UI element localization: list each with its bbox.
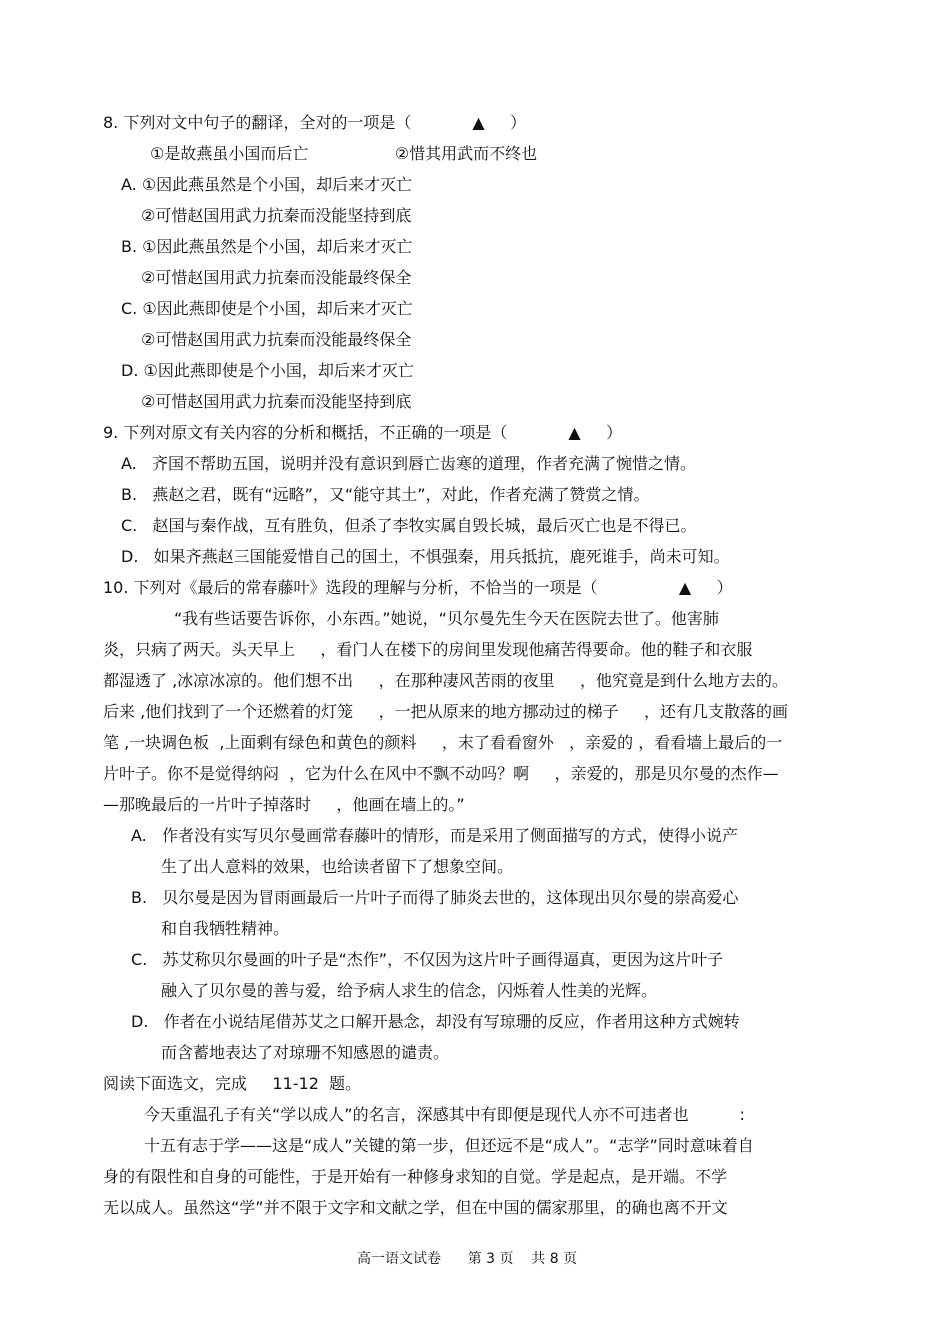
q9-option-b: B. 燕赵之君，既有“远略”，又“能守其土”，对此，作者充满了赞赏之情。 <box>121 485 650 504</box>
q8-stem: 8. 下列对文中句子的翻译，全对的一项是（ ▲ ） <box>103 113 527 132</box>
q8-option-b-line2: ②可惜赵国用武力抗秦而没能最终保全 <box>141 268 412 287</box>
reading-intro: 阅读下面选文，完成 11-12 题。 <box>103 1074 362 1093</box>
q10-option-c-line2: 融入了贝尔曼的善与爱，给予病人求生的信念，闪烁着人性美的光辉。 <box>161 981 658 1000</box>
q10-option-b-line2: 和自我牺牲精神。 <box>161 919 290 938</box>
page-footer: 高一语文试卷 第 3 页 共 8 页 <box>357 1251 578 1267</box>
q10-option-b-line1: B. 贝尔曼是因为冒雨画最后一片叶子而得了肺炎去世的，这体现出贝尔曼的崇高爱心 <box>131 888 739 907</box>
q9-option-c: C. 赵国与秦作战，互有胜负，但杀了李牧实属自毁长城，最后灭亡也是不得已。 <box>121 516 697 535</box>
q10-passage-line: 笔 ,一块调色板 ,上面剩有绿色和黄色的颜料 ，末了看看窗外 ，亲爱的 ，看看墙上最后的一 <box>103 733 783 752</box>
q10-passage-line: “我有些话要告诉你，小东西。”她说，“贝尔曼先生今天在医院去世了。他害肺 <box>174 609 719 628</box>
q10-passage-line: —那晚最后的一片叶子掉落时 ，他画在墙上的。” <box>103 795 465 814</box>
q10-option-d-line1: D. 作者在小说结尾借苏艾之口解开悬念，却没有写琼珊的反应，作者用这种方式婉转 <box>131 1012 740 1031</box>
q8-option-d-line1: D. ①因此燕即使是个小国，却后来才灭亡 <box>121 361 414 380</box>
q8-option-d-line2: ②可惜赵国用武力抗秦而没能坚持到底 <box>141 392 412 411</box>
reading-paragraph-line: 今天重温孔子有关“学以成人”的名言，深感其中有即便是现代人亦不可违者也 : <box>144 1105 745 1124</box>
reading-paragraph-line: 身的有限性和自身的可能性，于是开始有一种修身求知的自觉。学是起点，是开端。不学 <box>103 1167 728 1186</box>
q9-stem: 9. 下列对原文有关内容的分析和概括，不正确的一项是（ ▲ ） <box>103 423 623 442</box>
q10-option-d-line2: 而含蓄地表达了对琼珊不知感恩的谴责。 <box>161 1043 450 1062</box>
q9-option-a: A. 齐国不帮助五国，说明并没有意识到唇亡齿寒的道理，作者充满了惋惜之情。 <box>121 454 697 473</box>
q8-option-a-line2: ②可惜赵国用武力抗秦而没能坚持到底 <box>141 206 412 225</box>
q10-passage-line: 炎，只病了两天。头天早上 ，看门人在楼下的房间里发现他痛苦得要命。他的鞋子和衣服 <box>103 640 753 659</box>
q10-option-c-line1: C. 苏艾称贝尔曼画的叶子是“杰作”，不仅因为这片叶子画得逼真，更因为这片叶子 <box>131 950 724 969</box>
q8-option-a-line1: A. ①因此燕虽然是个小国，却后来才灭亡 <box>121 175 413 194</box>
q10-passage-line: 都湿透了 ,冰凉冰凉的。他们想不出 ，在那种凄风苦雨的夜里 ，他究竟是到什么地方去的。 <box>103 671 789 690</box>
q10-passage-line: 片叶子。你不是觉得纳闷 ，它为什么在风中不飘不动吗？啊 ，亲爱的，那是贝尔曼的杰作— <box>103 764 779 783</box>
q9-option-d: D. 如果齐燕赵三国能爱惜自己的国土，不惧强秦，用兵抵抗，鹿死谁手，尚未可知。 <box>121 547 730 566</box>
reading-paragraph-line: 十五有志于学——这是“成人”关键的第一步，但还远不是“成人”。“志学”同时意味着自 <box>144 1136 754 1155</box>
reading-paragraph-line: 无以成人。虽然这“学”并不限于文字和文献之学，但在中国的儒家那里，的确也离不开文 <box>103 1198 728 1217</box>
q10-passage-line: 后来 ,他们找到了一个还燃着的灯笼 ，一把从原来的地方挪动过的梯子 ，还有几支散落的画 <box>103 702 789 721</box>
q8-option-c-line1: C. ①因此燕即使是个小国，却后来才灭亡 <box>121 299 413 318</box>
q8-option-c-line2: ②可惜赵国用武力抗秦而没能最终保全 <box>141 330 412 349</box>
q8-sentences: ①是故燕虽小国而后亡 ②惜其用武而不终也 <box>150 144 538 163</box>
q8-option-b-line1: B. ①因此燕虽然是个小国，却后来才灭亡 <box>121 237 413 256</box>
q10-option-a-line2: 生了出人意料的效果，也给读者留下了想象空间。 <box>161 857 514 876</box>
q10-stem: 10. 下列对《最后的常春藤叶》选段的理解与分析，不恰当的一项是（ ▲ ） <box>103 578 733 597</box>
q10-option-a-line1: A. 作者没有实写贝尔曼画常春藤叶的情形，而是采用了侧面描写的方式，使得小说产 <box>131 826 739 845</box>
